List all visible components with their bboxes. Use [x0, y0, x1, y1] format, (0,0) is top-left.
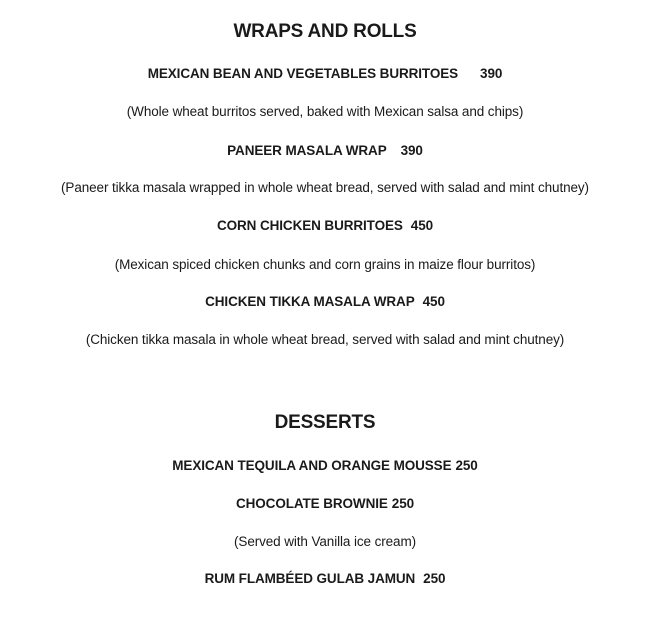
item-description: (Mexican spiced chicken chunks and corn grains in maize flour burritos) — [114, 257, 536, 272]
menu-item-chocolate-brownie — [0, 496, 650, 511]
item-price: 250 — [455, 458, 478, 473]
menu-item-tequila-orange-mousse — [0, 458, 650, 473]
menu-item-rum-flambeed-gulab-jamun — [0, 571, 650, 586]
item-name: CORN CHICKEN BURRITOES — [216, 218, 403, 233]
section-title-wraps-and-rolls: WRAPS AND ROLLS — [233, 21, 417, 42]
section-title-desserts: DESSERTS — [274, 412, 376, 433]
menu-item-corn-chicken-burritoes — [0, 218, 650, 233]
item-price: 450 — [422, 294, 445, 309]
item-description: (Paneer tikka masala wrapped in whole wheat bread, served with salad and mint chutney) — [61, 180, 589, 195]
item-price: 390 — [400, 143, 423, 158]
item-name: CHICKEN TIKKA MASALA WRAP — [205, 294, 415, 309]
item-name: CHOCOLATE BROWNIE — [235, 496, 388, 511]
menu-item-paneer-masala-wrap — [0, 143, 650, 158]
item-description: (Whole wheat burritos served, baked with Mexican salsa and chips) — [126, 104, 524, 119]
item-name: RUM FLAMBÉED GULAB JAMUN — [204, 571, 416, 586]
item-description: (Chicken tikka masala in whole wheat bread, served with salad and mint chutney) — [85, 332, 565, 347]
menu-item-chicken-tikka-masala-wrap — [0, 294, 650, 309]
item-name: MEXICAN BEAN AND VEGETABLES BURRITOES — [147, 66, 459, 81]
item-price: 450 — [410, 218, 434, 233]
menu-item-mexican-bean-burritoes — [0, 66, 650, 81]
item-price: 250 — [423, 571, 446, 586]
item-name: PANEER MASALA WRAP — [227, 143, 387, 158]
item-name: MEXICAN TEQUILA AND ORANGE MOUSSE — [172, 458, 452, 473]
item-price: 250 — [391, 496, 415, 511]
item-description: (Served with Vanilla ice cream) — [234, 534, 416, 549]
item-price: 390 — [480, 66, 503, 81]
